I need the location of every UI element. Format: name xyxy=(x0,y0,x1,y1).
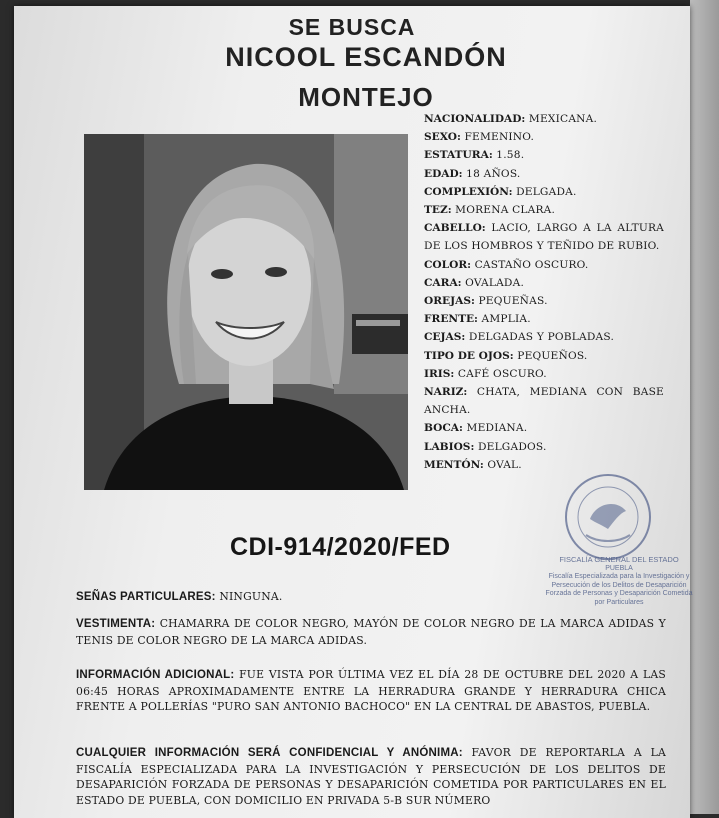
attr-nariz: NARIZ: CHATA, MEDIANA CON BASE ANCHA. xyxy=(424,386,664,417)
confidencialidad: CUALQUIER INFORMACIÓN SERÁ CONFIDENCIAL Y ANÓNIMA: FAVOR DE REPORTARLA A LA FISCALÍA ESPECIALIZADA PARA LA INVESTIGACIÓN Y PERSECUCIÓN DE LOS DELITOS DE DESAPARICIÓN FORZADA DE PERSONAS Y DESAPARICIÓN COMETIDA POR PARTICULARES EN EL ESTADO DE PUEBLA, CON DOMICILIO EN PRIVADA 5-B SUR NÚMERO xyxy=(76,746,666,807)
attr-iris: IRIS: CAFÉ OSCURO. xyxy=(424,367,547,380)
attr-labios: LABIOS: DELGADOS. xyxy=(424,440,547,453)
person-photo xyxy=(84,134,408,490)
attr-boca: BOCA: MEDIANA. xyxy=(424,422,528,435)
senas-particulares: SEÑAS PARTICULARES: NINGUNA. xyxy=(76,590,283,603)
person-name-line1: NICOOL ESCANDÓN xyxy=(225,42,507,72)
attr-sexo: SEXO: FEMENINO. xyxy=(424,131,535,144)
flyer-heading: SE BUSCA xyxy=(288,14,416,40)
missing-person-flyer xyxy=(14,6,693,818)
attr-edad: EDAD: 18 AÑOS. xyxy=(424,167,521,180)
attr-tipo-de-ojos: TIPO DE OJOS: PEQUEÑOS. xyxy=(424,349,588,362)
attr-estatura: ESTATURA: 1.58. xyxy=(424,149,525,162)
attr-frente: FRENTE: AMPLIA. xyxy=(424,313,531,326)
attr-nacionalidad: NACIONALIDAD: MEXICANA. xyxy=(424,113,598,125)
attr-cejas: CEJAS: DELGADAS Y POBLADAS. xyxy=(424,331,615,344)
attr-complexion: COMPLEXIÓN: DELGADA. xyxy=(424,185,577,198)
person-name-line2: MONTEJO xyxy=(298,82,434,112)
attr-color: COLOR: CASTAÑO OSCURO. xyxy=(424,258,589,271)
attr-cabello: CABELLO: LACIO, LARGO A LA ALTURA DE LOS HOMBROS Y TEÑIDO DE RUBIO. xyxy=(424,222,664,253)
attr-tez: TEZ: MORENA CLARA. xyxy=(424,204,556,217)
attr-menton: MENTÓN: OVAL. xyxy=(424,458,522,471)
physical-description xyxy=(424,110,664,474)
background-edge xyxy=(690,0,719,814)
attr-orejas: OREJAS: PEQUEÑAS. xyxy=(424,295,548,308)
informacion-adicional: INFORMACIÓN ADICIONAL: FUE VISTA POR ÚLTIMA VEZ EL DÍA 28 DE OCTUBRE DEL 2020 A LAS 06:45 HORAS APROXIMADAMENTE ENTRE LA HERRADURA GRANDE Y HERRADURA CHICA FRENTE A POLLERÍAS "PURO SAN ANTONIO BACHOCO" EN LA CENTRAL DE ABASTOS, PUEBLA. xyxy=(76,668,666,714)
seal-caption: FISCALÍA GENERAL DEL ESTADO PUEBLA Fiscalía Especializada para la Investigación y Persecución de los Delitos de Desaparición Forzada de Personas y Desaparición Cometida por Particulares xyxy=(545,555,693,606)
vestimenta: VESTIMENTA: CHAMARRA DE COLOR NEGRO, MAYÓN DE COLOR NEGRO DE LA MARCA ADIDAS Y TENIS DE COLOR NEGRO DE LA MARCA ADIDAS. xyxy=(76,617,666,647)
attr-cara: CARA: OVALADA. xyxy=(424,276,525,289)
case-code: CDI-914/2020/FED xyxy=(230,533,451,561)
